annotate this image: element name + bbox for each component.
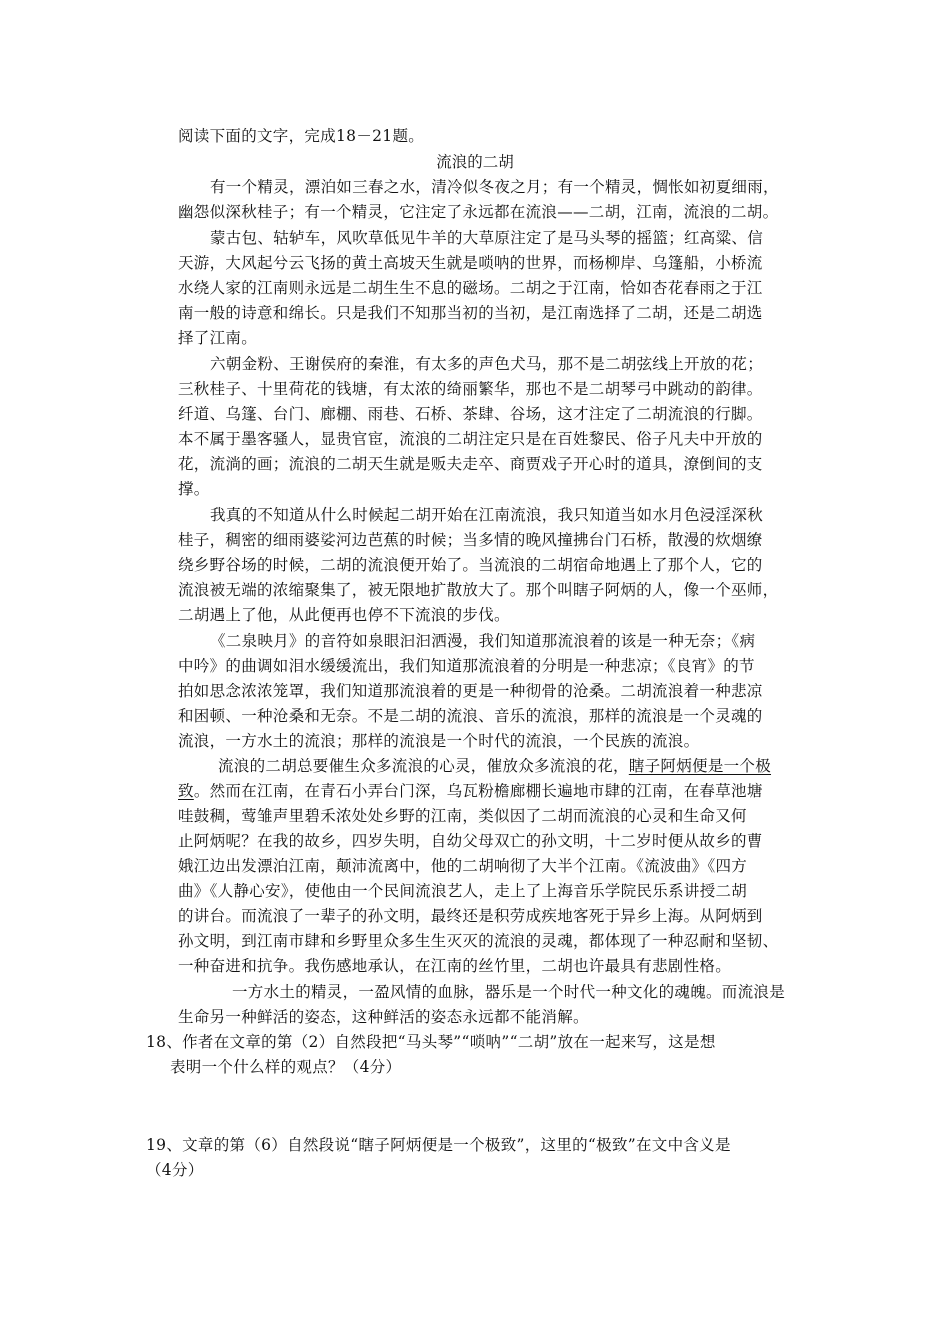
question-19: 19、文章的第（6）自然段说“瞎子阿炳便是一个极致”，这里的“极致”在文中含义是 bbox=[146, 1136, 731, 1154]
text-line: 一种奋进和抗争。我伤感地承认，在江南的丝竹里，二胡也许最具有悲剧性格。 bbox=[178, 957, 732, 975]
text-line-p6 bbox=[218, 755, 771, 777]
text-line: 本不属于墨客骚人，显贵官宦，流浪的二胡注定只是在百姓黎民、俗子凡夫中开放的 bbox=[178, 430, 763, 448]
text-line: 花，流淌的画；流浪的二胡天生就是贩夫走卒、商贾戏子开心时的道具，潦倒间的支 bbox=[178, 455, 763, 473]
text-line: 撑。 bbox=[178, 480, 210, 498]
text-line: 拍如思念浓浓笼罩，我们知道那流浪着的更是一种彻骨的沧桑。二胡流浪着一种悲凉 bbox=[178, 682, 763, 700]
question-18-continued: 表明一个什么样的观点？（4分） bbox=[170, 1058, 402, 1076]
text-line: 孙文明，到江南市肆和乡野里众多生生灭灭的流浪的灵魂，都体现了一种忍耐和坚韧、 bbox=[178, 932, 779, 950]
text-line: 天游，大风起兮云飞扬的黄土高坡天生就是唢呐的世界，而杨柳岸、乌篷船，小桥流 bbox=[178, 254, 763, 272]
text-line: 娥江边出发漂泊江南，颠沛流离中，他的二胡响彻了大半个江南。《流波曲》《四方 bbox=[178, 857, 748, 875]
text-line: 蒙古包、轱轳车，风吹草低见牛羊的大草原注定了是马头琴的摇篮；红高粱、信 bbox=[210, 229, 764, 247]
text-line: 绕乡野谷场的时候，二胡的流浪便开始了。当流浪的二胡宿命地遇上了那个人，它的 bbox=[178, 556, 763, 574]
text-line: 有一个精灵，漂泊如三春之水，清冷似冬夜之月；有一个精灵，惆怅如初夏细雨， bbox=[210, 178, 779, 196]
text-line: 《二泉映月》的音符如泉眼汩汩洒漫，我们知道那流浪着的该是一种无奈；《病 bbox=[210, 632, 756, 650]
text-line: 桂子，稠密的细雨婆娑河边芭蕉的时候；当多情的晚风撞拂台门石桥，散漫的炊烟缭 bbox=[178, 531, 763, 549]
text-line: 一方水土的精灵，一盈风情的血脉，器乐是一个时代一种文化的魂魄。而流浪是 bbox=[232, 983, 786, 1001]
question-18: 18、作者在文章的第（2）自然段把“马头琴”“唢呐”“二胡”放在一起来写，这是想 bbox=[146, 1033, 716, 1051]
underlined-phrase: 致 bbox=[178, 782, 194, 800]
text-line: 我真的不知道从什么时候起二胡开始在江南流浪，我只知道当如水月色浸淫深秋 bbox=[210, 506, 764, 524]
text-line: 止阿炳呢？在我的故乡，四岁失明，自幼父母双亡的孙文明，十二岁时便从故乡的曹 bbox=[178, 832, 763, 850]
text-line: 曲》《人静心安》，使他由一个民间流浪艺人，走上了上海音乐学院民乐系讲授二胡 bbox=[178, 882, 748, 900]
text-line: 纤道、乌篷、台门、廊棚、雨巷、石桥、茶肆、谷场，这才注定了二胡流浪的行脚。 bbox=[178, 405, 763, 423]
text-span: 。然而在江南，在青石小弄台门深，乌瓦粉檐廊棚长遍地市肆的江南，在春草池塘 bbox=[193, 782, 763, 800]
text-line: 和困顿、一种沧桑和无奈。不是二胡的流浪、音乐的流浪，那样的流浪是一个灵魂的 bbox=[178, 707, 763, 725]
text-line: 择了江南。 bbox=[178, 329, 258, 347]
text-line: 流浪，一方水土的流浪；那样的流浪是一个时代的流浪，一个民族的流浪。 bbox=[178, 732, 700, 750]
text-line: 流浪被无端的浓缩聚集了，被无限地扩散放大了。那个叫瞎子阿炳的人，像一个巫师， bbox=[178, 581, 779, 599]
text-line: 六朝金粉、王谢侯府的秦淮，有太多的声色犬马，那不是二胡弦线上开放的花； bbox=[210, 355, 764, 373]
text-line: 的讲台。而流浪了一辈子的孙文明，最终还是积劳成疾地客死于异乡上海。从阿炳到 bbox=[178, 907, 763, 925]
text-line-p6 bbox=[178, 780, 763, 802]
text-line: 三秋桂子、十里荷花的钱塘，有太浓的绮丽繁华，那也不是二胡琴弓中跳动的韵律。 bbox=[178, 380, 763, 398]
text-line: 幽怨似深秋桂子；有一个精灵，它注定了永远都在流浪——二胡，江南，流浪的二胡。 bbox=[178, 203, 779, 221]
underlined-phrase: 瞎子阿炳便是一个极 bbox=[628, 757, 772, 775]
text-span: 流浪的二胡总要催生众多流浪的心灵，催放众多流浪的花， bbox=[218, 757, 629, 775]
text-line: 南一般的诗意和绵长。只是我们不知那当初的当初，是江南选择了二胡，还是二胡选 bbox=[178, 304, 763, 322]
question-19-continued: （4分） bbox=[146, 1161, 204, 1179]
text-line: 生命另一种鲜活的姿态，这种鲜活的姿态永远都不能消解。 bbox=[178, 1008, 589, 1026]
text-line: 水绕人家的江南则永远是二胡生生不息的磁场。二胡之于江南，恰如杏花春雨之于江 bbox=[178, 279, 763, 297]
text-line: 中吟》的曲调如泪水缓缓流出，我们知道那流浪着的分明是一种悲凉；《良宵》的节 bbox=[178, 657, 755, 675]
text-line: 二胡遇上了他，从此便再也停不下流浪的步伐。 bbox=[178, 606, 510, 624]
text-line: 哇鼓稠，莺雏声里碧禾浓处处乡野的江南，类似因了二胡而流浪的心灵和生命又何 bbox=[178, 807, 747, 825]
article-title: 流浪的二胡 bbox=[436, 153, 514, 171]
intro-instruction: 阅读下面的文字，完成18－21题。 bbox=[178, 127, 425, 145]
